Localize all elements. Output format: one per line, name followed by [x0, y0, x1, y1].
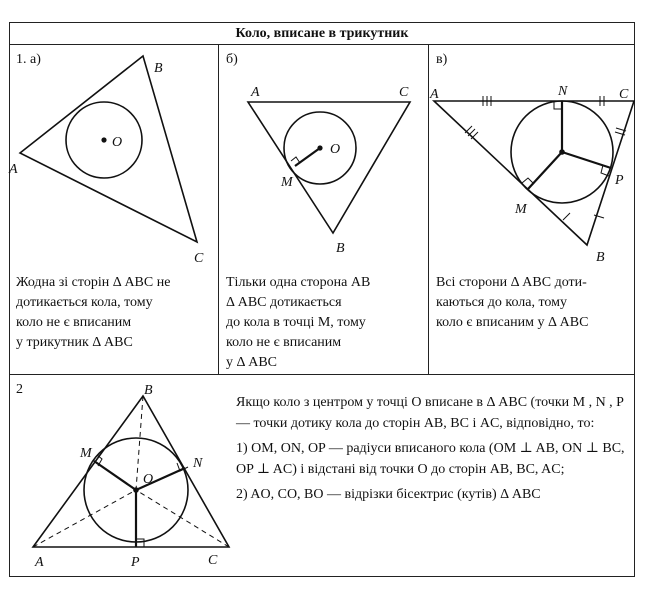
cell-d-label: 2: [16, 382, 23, 397]
point-m: M: [80, 446, 92, 461]
point-c: C: [194, 251, 204, 266]
point-m: M: [515, 202, 527, 217]
point-c: C: [399, 85, 409, 100]
point-a: A: [35, 555, 44, 570]
bisector-co: [136, 490, 229, 547]
radius-om: [94, 461, 136, 490]
cell-c-label: в): [436, 52, 448, 67]
point-n: N: [193, 456, 203, 471]
point-c: C: [208, 553, 218, 568]
description-point-1: 1) OM, ON, OP — радіуси вписаного кола (OM ⊥ AB, ON ⊥ BC, OP ⊥ AC) і відстані від точки O до сторін AB, BC, AC;: [236, 441, 625, 477]
table-title: Коло, вписане в трикутник: [10, 23, 634, 45]
description: [236, 392, 626, 509]
point-p: P: [131, 555, 140, 570]
point-a: A: [430, 87, 439, 102]
point-a: A: [251, 85, 260, 100]
right-angle-p: [136, 539, 144, 547]
triangle-abc: [33, 396, 229, 547]
caption-a: Жодна зі сторін Δ ABC не дотикається кола, тому коло не є вписаним у трикутник Δ ABC: [16, 275, 171, 350]
cell-a-label: 1. а): [16, 52, 41, 67]
point-o: O: [112, 135, 123, 150]
caption-c: Всі сторони Δ ABC доти- каються до кола, тому коло є вписаним у Δ ABC: [436, 275, 589, 330]
point-b: B: [596, 250, 605, 265]
point-o: O: [330, 142, 341, 157]
bisector-bo: [136, 396, 143, 490]
point-b: B: [336, 241, 345, 256]
point-p: P: [615, 173, 624, 188]
point-n: N: [558, 84, 568, 99]
cell-b-label: б): [226, 52, 238, 67]
point-b: B: [144, 383, 153, 398]
point-o: O: [143, 472, 154, 487]
point-a: A: [9, 162, 18, 177]
point-m: M: [281, 175, 293, 190]
point-c: C: [619, 87, 629, 102]
description-point-2: 2) AO, CO, BO — відрізки бісектрис (кутів) Δ ABC: [236, 487, 541, 502]
center-point: [133, 487, 139, 493]
description-intro: Якщо коло з центром у точці O вписане в Δ ABC (точки M , N , P — точки дотику кола до сторін AB, BC і AC, відповідно, то:: [236, 395, 624, 431]
point-b: B: [154, 61, 163, 76]
caption-b: Тільки одна сторона AB Δ ABC дотикається до кола в точці M, тому коло не є вписаним у Δ ABC: [226, 275, 371, 370]
